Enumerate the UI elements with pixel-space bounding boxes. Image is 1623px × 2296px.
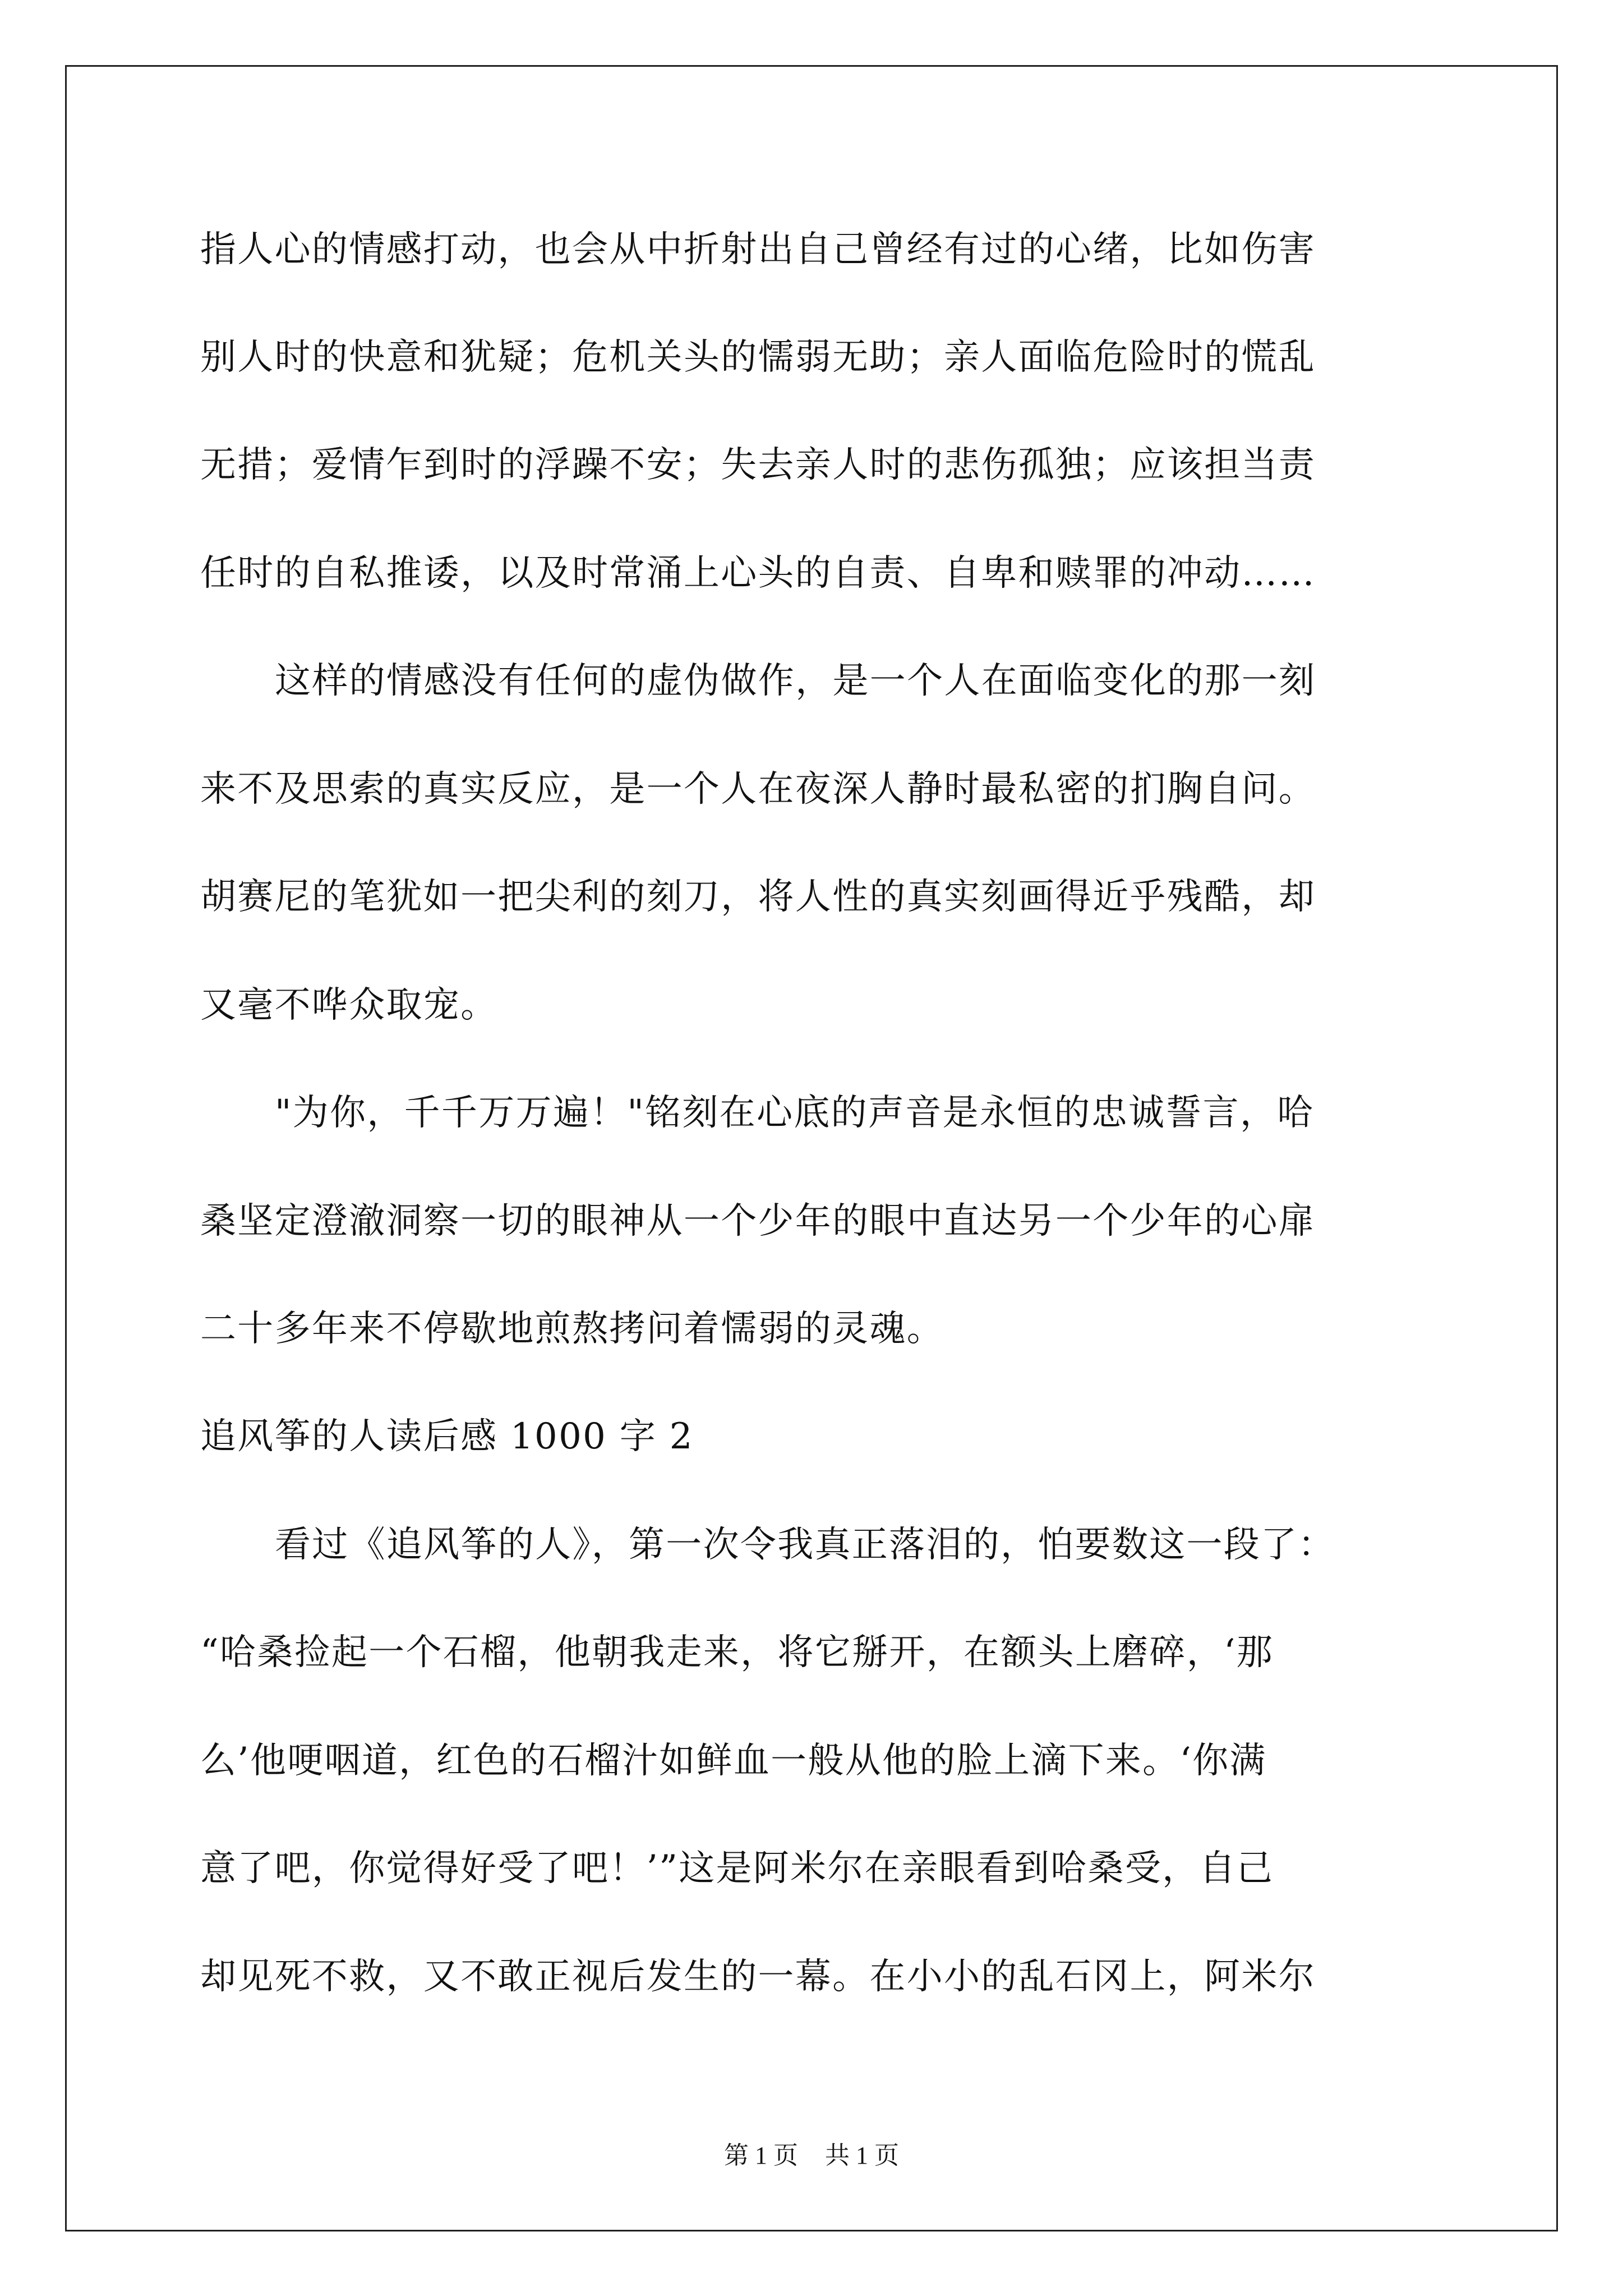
paragraph-first-line: 看过《追风筝的人》，第一次令我真正落泪的，怕要数这一段了： [275,1524,1335,1566]
paragraph-first-line: "为你，千千万万遍！"铭刻在心底的声音是永恒的忠诚誓言，哈 [275,1092,1315,1134]
text-line: 别人时的快意和犹疑；危机关头的懦弱无助；亲人面临危险时的慌乱 [200,337,1316,378]
page-number-total: 共 1 页 [825,2142,899,2169]
text-line: “哈桑捡起一个石榴，他朝我走来，将它掰开，在额头上磨碎，‘那 [200,1632,1274,1673]
text-line: 无措；爱情乍到时的浮躁不安；失去亲人时的悲伤孤独；应该担当责 [200,444,1316,486]
section-heading: 追风筝的人读后感 1000 字 2 [200,1416,694,1457]
text-line: 指人心的情感打动，也会从中折射出自己曾经有过的心绪，比如伤害 [200,229,1316,270]
paragraph-first-line: 这样的情感没有任何的虚伪做作，是一个人在面临变化的那一刻 [275,660,1316,702]
page-number-current: 第 1 页 [724,2142,798,2169]
text-line: 么’他哽咽道，红色的石榴汁如鲜血一般从他的脸上滴下来。‘你满 [200,1740,1267,1782]
text-line: 任时的自私推诿，以及时常涌上心头的自责、自卑和赎罪的冲动…… [200,553,1316,594]
text-line: 二十多年来不停歇地煎熬拷问着懦弱的灵魂。 [200,1308,944,1350]
text-line: 来不及思索的真实反应，是一个人在夜深人静时最私密的扪胸自问。 [200,769,1316,810]
text-line: 胡赛尼的笔犹如一把尖利的刻刀，将人性的真实刻画得近乎残酷，却 [200,876,1316,918]
text-line: 意了吧，你觉得好受了吧！’”这是阿米尔在亲眼看到哈桑受，自己 [200,1848,1274,1889]
page-border [65,65,1558,2231]
text-line: 却见死不救，又不敢正视后发生的一幕。在小小的乱石冈上，阿米尔 [200,1956,1316,1998]
text-line: 又毫不哗众取宠。 [200,984,498,1026]
page-footer [0,2140,1623,2171]
text-line: 桑坚定澄澈洞察一切的眼神从一个少年的眼中直达另一个少年的心扉 [200,1200,1316,1242]
